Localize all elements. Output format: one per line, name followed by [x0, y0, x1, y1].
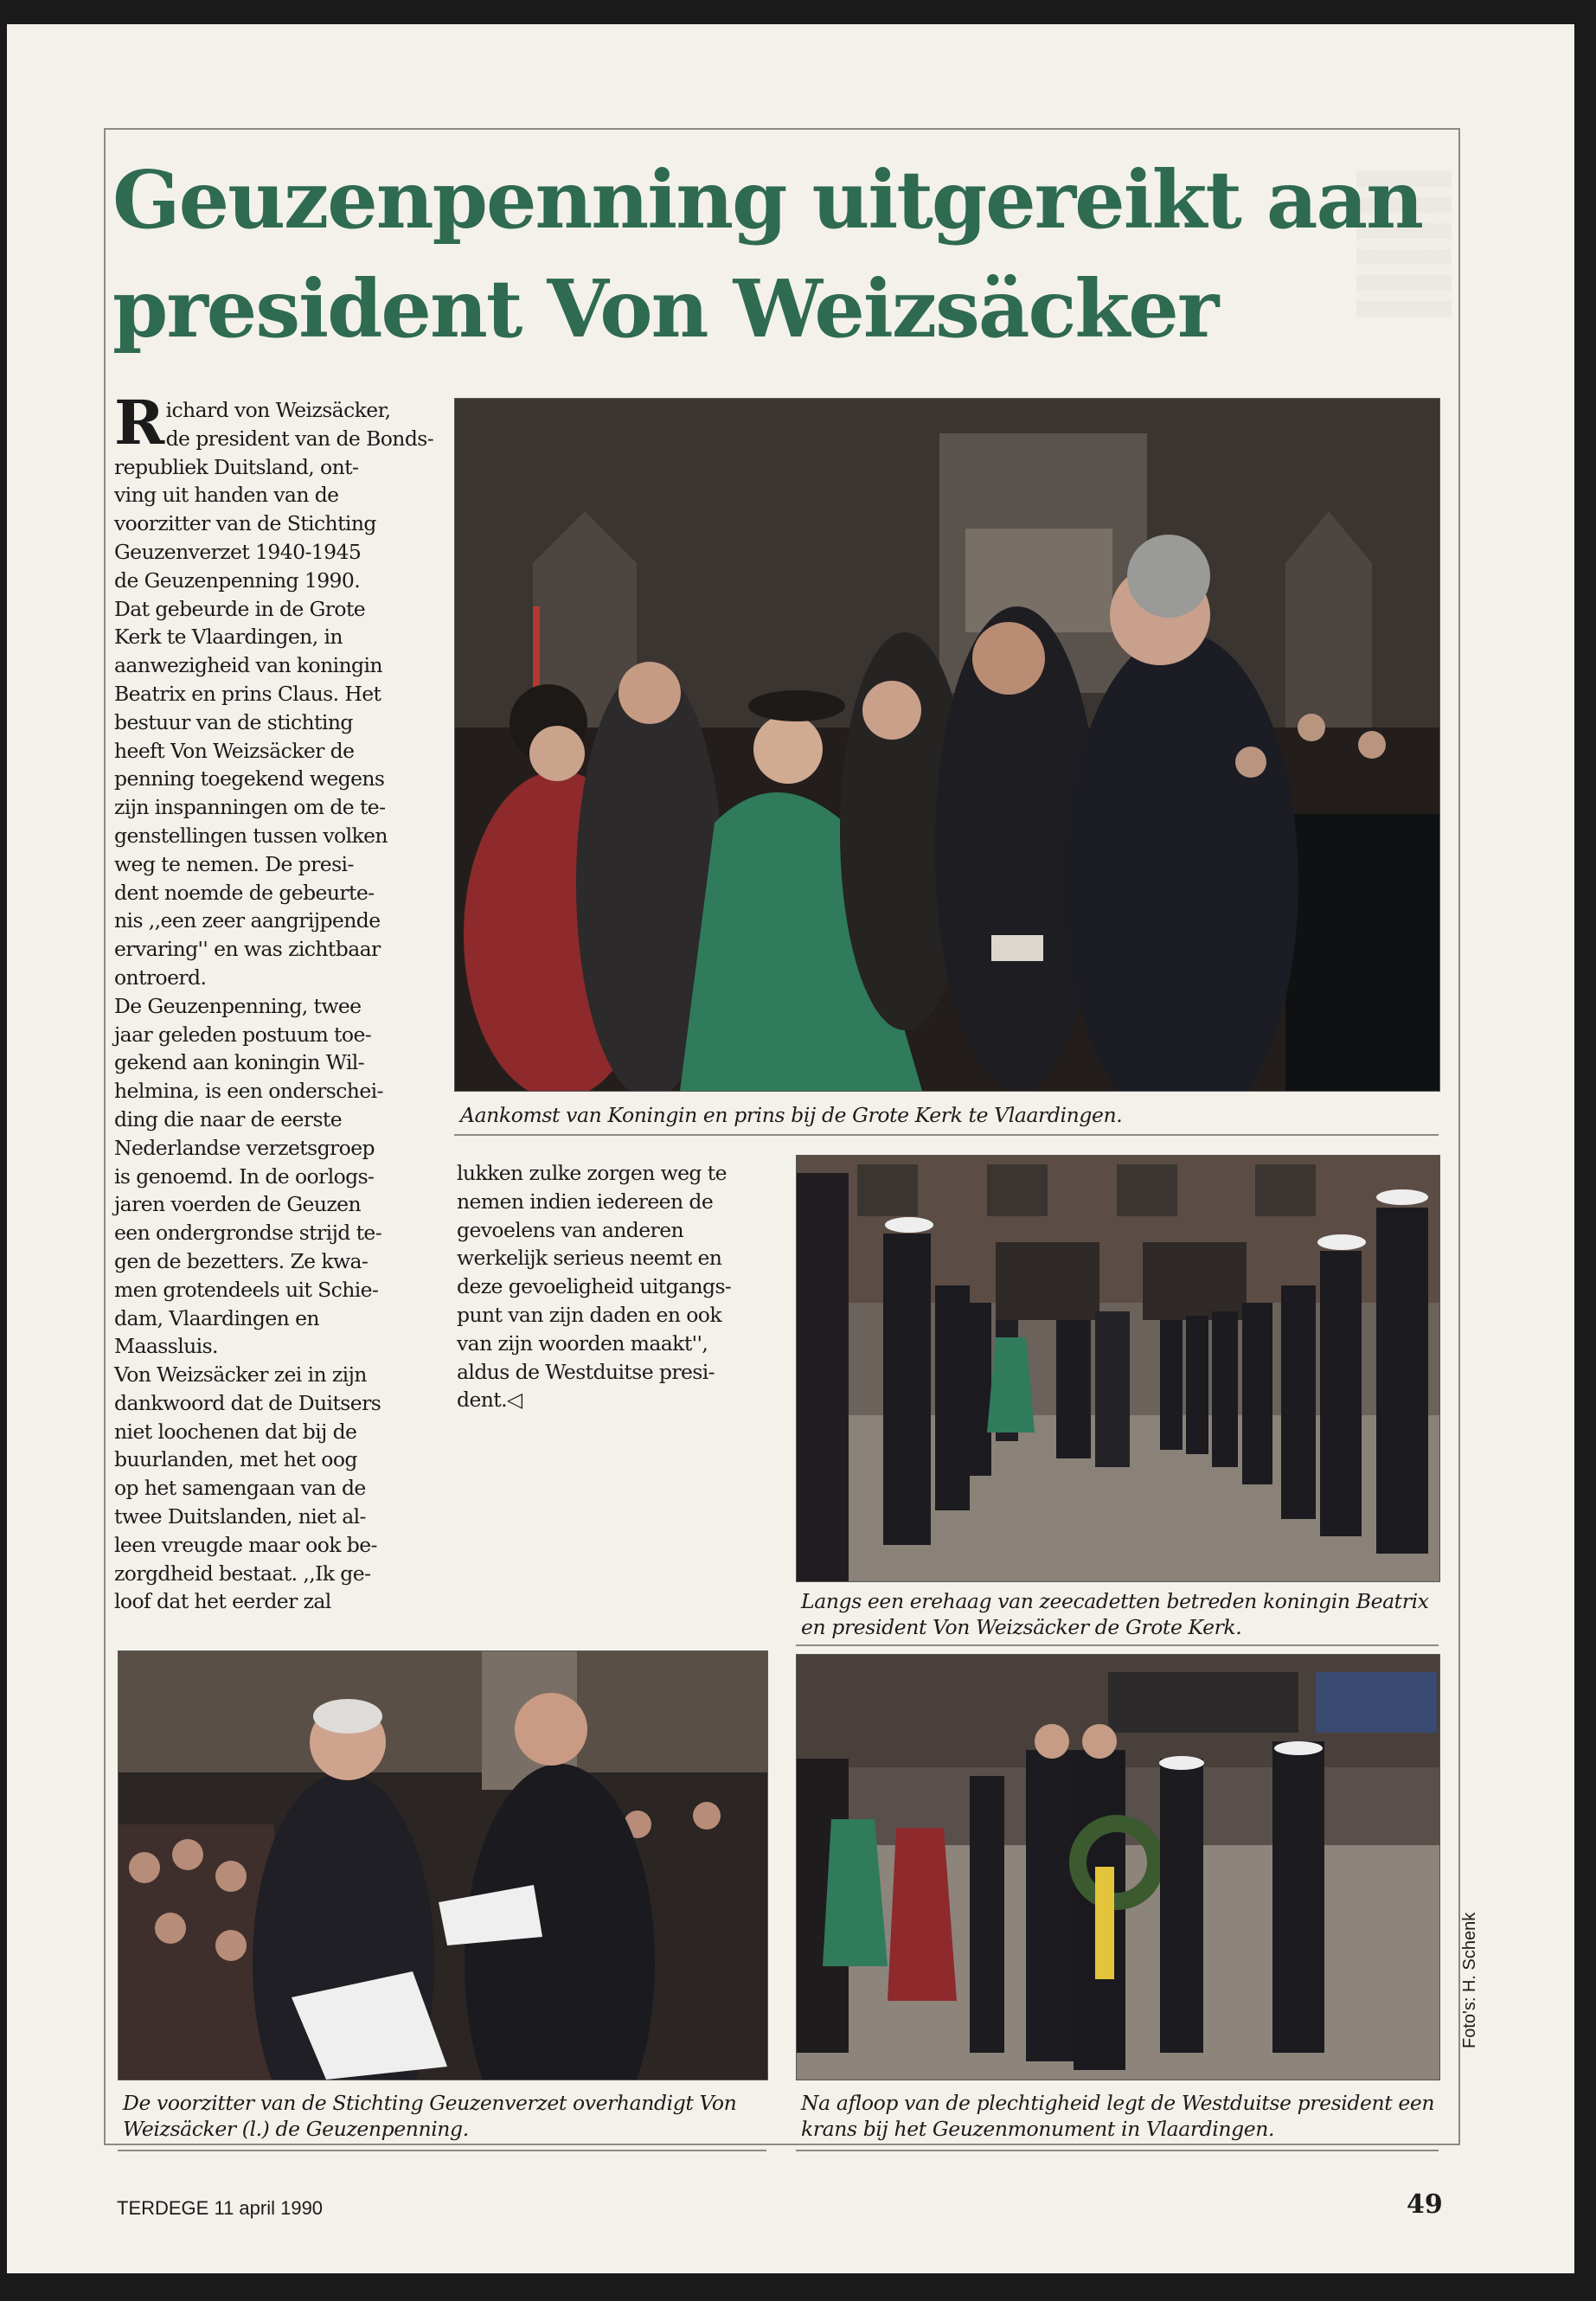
photo-wreath-caption: Na afloop van de plechtigheid legt de Westduitse president een krans bij het Geuzenmonument in Vlaardingen. [801, 2091, 1435, 2141]
photo-arrival-icon [455, 399, 1439, 1091]
article-column-1 [114, 387, 443, 1616]
photo-honor-guard [796, 1155, 1440, 1582]
publication-footer: TERDEGE 11 april 1990 [117, 2197, 324, 2219]
article-headline [112, 145, 1462, 363]
headline-line-1: Geuzenpenning uitgereikt aan [112, 153, 1423, 247]
caption-rule-1 [454, 1134, 1439, 1136]
caption-rule-3 [118, 2150, 766, 2151]
drop-cap: R [114, 387, 164, 458]
caption-rule-4 [796, 2150, 1439, 2151]
article-column-2 [457, 1159, 785, 1414]
photo-arrival-caption: Aankomst van Koningin en prins bij de Grote Kerk te Vlaardingen. [460, 1103, 1123, 1127]
photo-presentation-icon [119, 1651, 767, 2080]
article-column-2-text: lukken zulke zorgen weg te nemen indien iedereen de gevoelens van anderen werkelijk serieus neemt en deze gevoeligheid uitgangs- punt van zijn daden en ook van zijn woorden maakt'', aldus de Westduitse presi- dent.◁ [457, 1161, 732, 1413]
photo-honor-guard-caption: Langs een erehaag van zeecadetten betreden koningin Beatrix en president Von Weizsäcker de Grote Kerk. [801, 1589, 1429, 1639]
photo-wreath [796, 1654, 1440, 2080]
caption-rule-2 [796, 1644, 1439, 1646]
photo-presentation [118, 1650, 768, 2080]
photo-credit: Foto's: H. Schenk [1460, 1912, 1479, 2048]
headline-line-2: president Von Weizsäcker [112, 262, 1218, 356]
photo-wreath-icon [797, 1655, 1439, 2080]
photo-arrival [454, 398, 1440, 1092]
page-number: 49 [1407, 2189, 1443, 2220]
magazine-page [7, 24, 1574, 2273]
photo-honor-guard-icon [797, 1156, 1439, 1581]
article-column-1-text: ichard von Weizsäcker, de president van de Bonds- republiek Duitsland, ont- ving uit handen van de voorzitter van de Stichting Geuzenverzet 1940-1945 de Geuzenpenning 1990. Dat gebeurde in de Grote Kerk te Vlaardingen, in aanwezigheid van koningin Beatrix en prins Claus. Het bestuur van de stichting heeft Von Weizsäcker de penning toegekend wegens zijn inspanningen om de te- genstellingen tussen volken weg te nemen. De presi- dent noemde de gebeurte- nis ,,een zeer aangrijpende ervaring'' en was zichtbaar ontroerd. De Geuzenpenning, twee jaar geleden postuum toe- gekend aan koningin Wil- helmina, is een onderschei- ding die naar de eerste Nederlandse verzetsgroep is genoemd. In de oorlogs- jaren voerden de Geuzen een ondergrondse strijd te- gen de bezetters. Ze kwa- men grotendeels uit Schie- dam, Vlaardingen en Maassluis. Von Weizsäcker zei in zijn dankwoord dat de Duitsers niet loochenen dat bij de buurlanden, met het oog op het samengaan van de twee Duitslanden, niet al- leen vreugde maar ook be- zorgdheid bestaat. ,,Ik ge- loof dat het eerder zal [114, 398, 434, 1614]
photo-presentation-caption: De voorzitter van de Stichting Geuzenverzet overhandigt Von Weizsäcker (l.) de Geuzenpenning. [123, 2091, 737, 2141]
